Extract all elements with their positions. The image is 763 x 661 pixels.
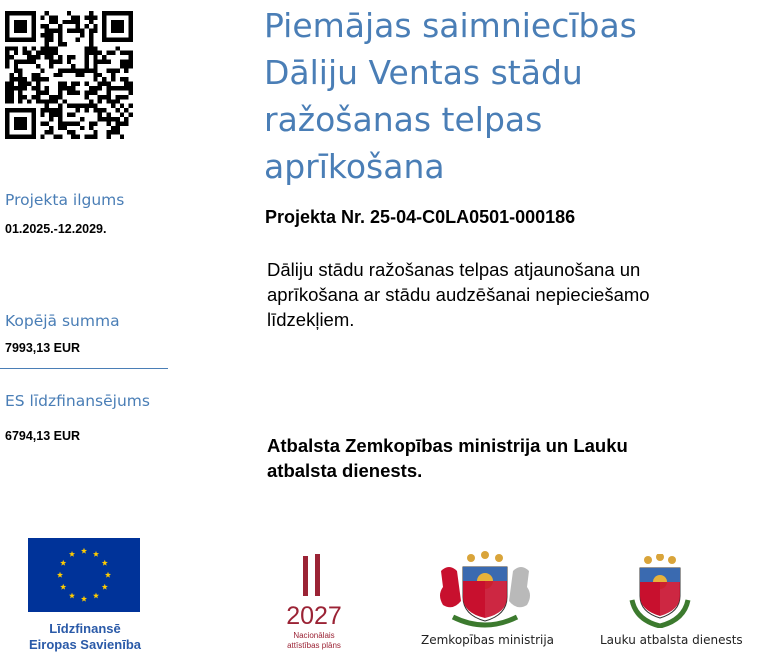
latvia-small-coat-of-arms-icon	[628, 554, 692, 628]
support-line: Atbalsta Zemkopības ministrija un Lauku	[267, 435, 628, 456]
eu-cofinanced-text: Līdzfinansē	[49, 621, 121, 636]
duration-label: Projekta ilgums	[5, 191, 125, 209]
sidebar-divider	[0, 368, 168, 369]
ministry-caption: Zemkopības ministrija	[421, 633, 555, 647]
nap-text-line1: Nacionālais	[293, 631, 335, 640]
title-line: aprīkošana	[264, 147, 445, 186]
eu-union-text: Eiropas Savienība	[29, 637, 141, 652]
title-line: Piemājas saimniecības	[264, 6, 637, 45]
total-amount-label: Kopējā summa	[5, 312, 120, 330]
title-line: Dāliju Ventas stādu	[264, 53, 583, 92]
total-amount-value: 7993,13 EUR	[5, 341, 81, 355]
qr-code-icon	[5, 11, 133, 139]
project-number: Projekta Nr. 25-04-C0LA0501-000186	[265, 207, 576, 227]
nap-text-line2: attīstības plāns	[287, 641, 341, 650]
eu-cofinancing-label: ES līdzfinansējums	[5, 392, 150, 410]
description-line: aprīkošana ar stādu audzēšanai nepieciešamo	[267, 284, 650, 305]
page-title	[264, 2, 754, 190]
eu-cofinancing-value: 6794,13 EUR	[5, 429, 81, 443]
description-line: līdzekļiem.	[267, 309, 355, 330]
duration-value: 01.2025.-12.2029.	[5, 222, 107, 236]
title-line: ražošanas telpas	[264, 100, 543, 139]
project-description	[267, 257, 747, 332]
latvia-coat-of-arms-icon	[433, 551, 537, 631]
nap-year: 2027	[286, 602, 342, 630]
rural-support-caption: Lauku atbalsta dienests	[600, 633, 743, 647]
eu-flag-icon	[28, 538, 140, 612]
support-statement	[267, 433, 628, 483]
description-line: Dāliju stādu ražošanas telpas atjaunošana un	[267, 259, 641, 280]
support-line: atbalsta dienests.	[267, 460, 423, 481]
